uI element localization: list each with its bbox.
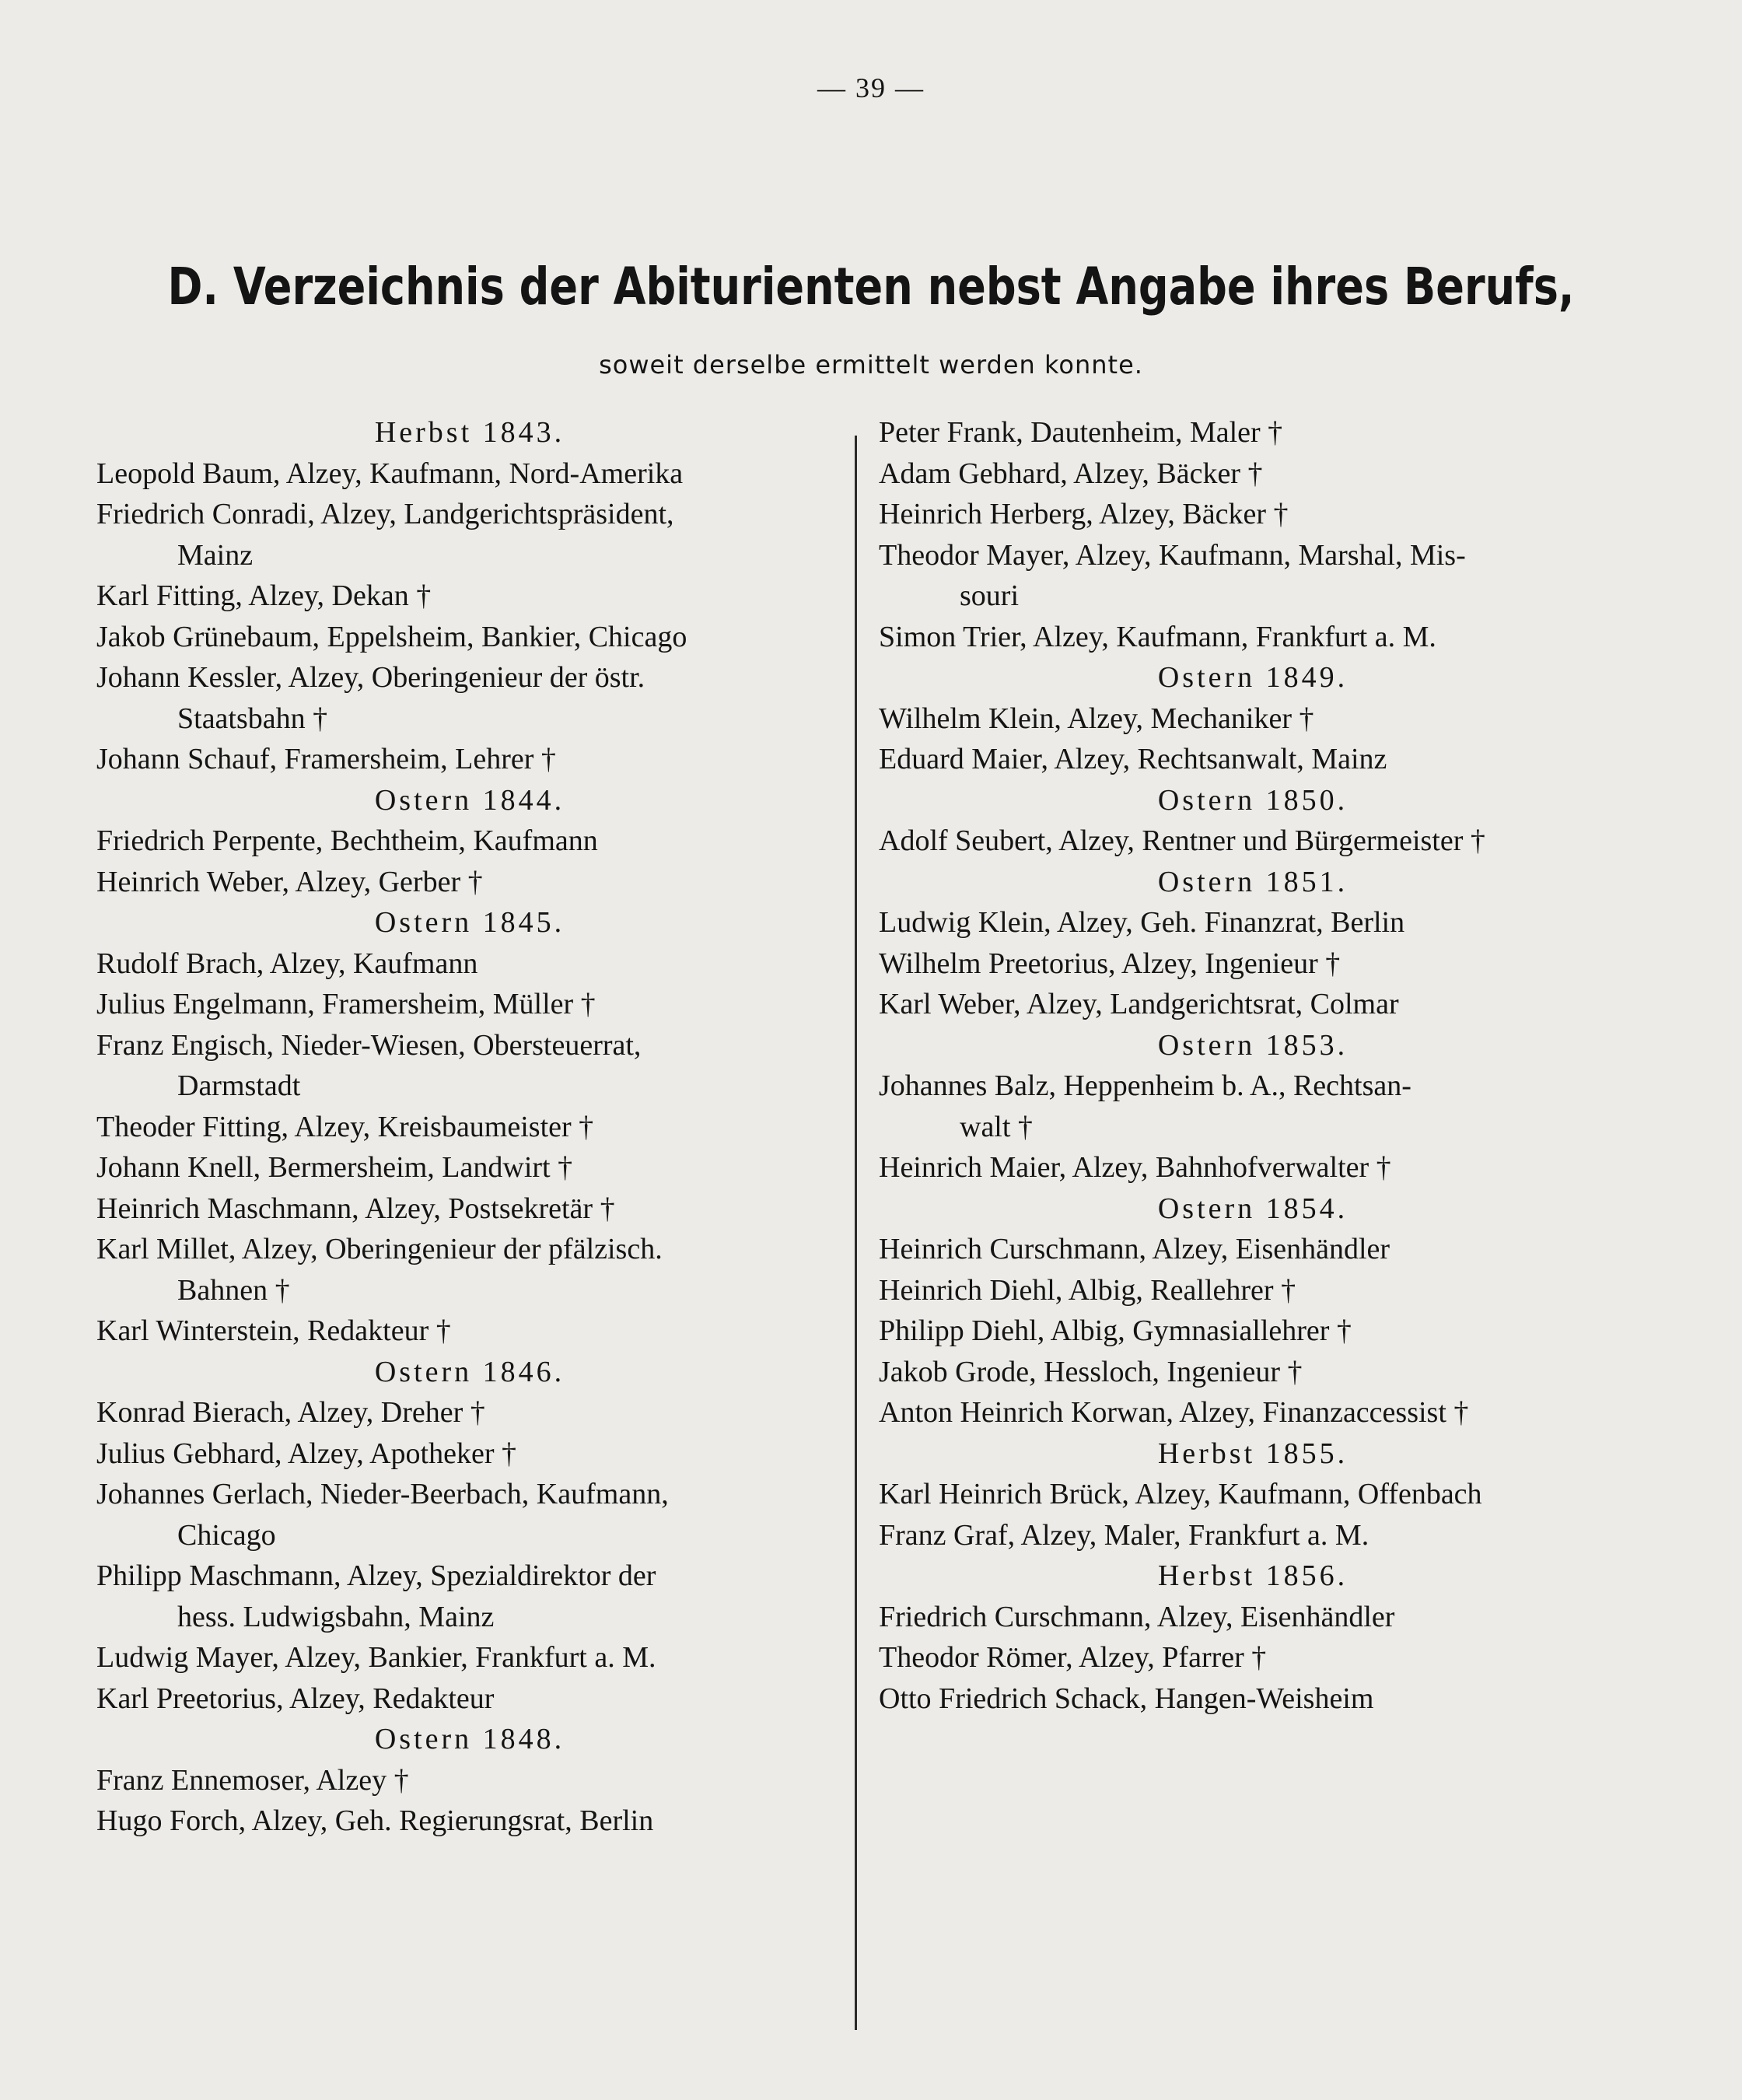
year-section: [96, 1719, 843, 1842]
graduate-entry: [96, 1474, 843, 1556]
graduate-entry: [879, 1637, 1627, 1678]
entry-line: Otto Friedrich Schack, Hangen-Weisheim: [879, 1682, 1374, 1715]
entry-line: Karl Millet, Alzey, Oberingenieur der pfälzisch.: [96, 1233, 663, 1265]
entry-line: Karl Preetorius, Alzey, Redakteur: [96, 1682, 495, 1715]
graduate-entry: [96, 1188, 843, 1230]
entry-line: Ludwig Mayer, Alzey, Bankier, Frankfurt a. M.: [96, 1641, 656, 1674]
entry-line: Heinrich Maier, Alzey, Bahnhofverwalter †: [879, 1151, 1391, 1184]
graduate-entry: [96, 657, 843, 739]
year-section: [879, 1025, 1627, 1188]
entry-line: Johannes Balz, Heppenheim b. A., Rechtsan-: [879, 1069, 1411, 1102]
entry-line: Johann Kessler, Alzey, Oberingenieur der östr.: [96, 661, 645, 694]
entry-continuation: Darmstadt: [177, 1069, 301, 1102]
entry-continuation: souri: [960, 579, 1019, 612]
entry-line: Jakob Grode, Hessloch, Ingenieur †: [879, 1355, 1303, 1388]
graduate-entry: [96, 1025, 843, 1107]
section-title: Ostern 1845.: [374, 906, 565, 939]
graduate-entry: [879, 1597, 1627, 1638]
entry-line: Theodor Mayer, Alzey, Kaufmann, Marshal, Mis-: [879, 538, 1466, 572]
graduate-entry: [879, 1678, 1627, 1720]
graduate-entry: [96, 1107, 843, 1148]
graduate-entry: [96, 862, 843, 903]
entry-line: Heinrich Weber, Alzey, Gerber †: [96, 865, 483, 898]
entry-line: Heinrich Herberg, Alzey, Bäcker †: [879, 498, 1289, 530]
graduate-entry: [879, 698, 1627, 740]
entry-line: Wilhelm Preetorius, Alzey, Ingenieur †: [879, 947, 1341, 980]
entry-line: Julius Gebhard, Alzey, Apotheker †: [96, 1437, 516, 1470]
page-heading: D. Verzeichnis der Abiturienten nebst Angabe ihres Berufs,: [167, 257, 1575, 317]
graduate-entry: [879, 739, 1627, 780]
entry-line: Friedrich Conradi, Alzey, Landgerichtspräsident,: [96, 498, 674, 530]
section-title: Ostern 1850.: [1157, 783, 1348, 817]
right-column: [879, 412, 1627, 1719]
entry-line: Johannes Gerlach, Nieder-Beerbach, Kaufmann,: [96, 1478, 669, 1510]
year-section: [96, 1352, 843, 1720]
section-title: Ostern 1849.: [1157, 661, 1348, 694]
graduate-entry: [96, 1556, 843, 1637]
graduate-entry: [96, 1229, 843, 1311]
section-title: Herbst 1856.: [1157, 1559, 1348, 1592]
entry-line: Ludwig Klein, Alzey, Geh. Finanzrat, Berlin: [879, 906, 1405, 939]
section-title: Ostern 1846.: [374, 1355, 565, 1388]
year-section: [879, 1556, 1627, 1719]
section-title: Herbst 1855.: [1157, 1437, 1348, 1470]
year-section: [96, 902, 843, 1352]
graduate-entry: [879, 1352, 1627, 1393]
section-title: Herbst 1843.: [374, 416, 565, 449]
entry-line: Julius Engelmann, Framersheim, Müller †: [96, 988, 596, 1020]
graduate-entry: [96, 984, 843, 1025]
graduate-entry: [879, 494, 1627, 535]
entry-continuation: Chicago: [177, 1518, 276, 1552]
graduate-entry: [879, 535, 1627, 617]
entry-line: Karl Weber, Alzey, Landgerichtsrat, Colmar: [879, 988, 1399, 1020]
graduate-entry: [879, 1066, 1627, 1147]
entry-line: Franz Engisch, Nieder-Wiesen, Obersteuerrat,: [96, 1028, 642, 1062]
year-section: [879, 1188, 1627, 1433]
graduate-entry: [879, 412, 1627, 453]
year-section: [879, 1433, 1627, 1556]
year-section: [879, 780, 1627, 862]
graduate-entry: [96, 739, 843, 780]
entry-continuation: Staatsbahn †: [177, 702, 328, 735]
graduate-entry: [879, 1515, 1627, 1556]
section-title: Ostern 1853.: [1157, 1028, 1348, 1062]
entry-line: Franz Ennemoser, Alzey †: [96, 1763, 409, 1797]
entry-line: Jakob Grünebaum, Eppelsheim, Bankier, Chicago: [96, 620, 687, 653]
graduate-entry: [96, 576, 843, 617]
graduate-entry: [96, 1801, 843, 1842]
entry-line: Philipp Diehl, Albig, Gymnasiallehrer †: [879, 1314, 1352, 1347]
graduate-entry: [879, 1229, 1627, 1270]
graduate-entry: [96, 617, 843, 658]
graduate-entry: [879, 821, 1627, 862]
section-title: Ostern 1848.: [374, 1723, 565, 1755]
section-title: Ostern 1854.: [1157, 1192, 1348, 1225]
graduate-entry: [879, 902, 1627, 943]
entry-line: Friedrich Perpente, Bechtheim, Kaufmann: [96, 824, 598, 857]
graduate-entry: [879, 617, 1627, 658]
entry-line: Eduard Maier, Alzey, Rechtsanwalt, Mainz: [879, 743, 1387, 775]
left-column: [96, 412, 843, 1842]
entry-line: Leopold Baum, Alzey, Kaufmann, Nord-Amerika: [96, 457, 684, 490]
graduate-entry: [96, 453, 843, 495]
graduate-entry: [96, 943, 843, 985]
entry-line: Philipp Maschmann, Alzey, Spezialdirektor der: [96, 1559, 656, 1592]
graduate-entry: [96, 821, 843, 862]
graduate-entry: [96, 1433, 843, 1475]
entry-line: Johann Knell, Bermersheim, Landwirt †: [96, 1151, 573, 1184]
year-section: [96, 780, 843, 903]
graduate-entry: [879, 1311, 1627, 1352]
entry-line: Johann Schauf, Framersheim, Lehrer †: [96, 743, 556, 775]
year-section: [879, 412, 1627, 657]
graduate-entry: [879, 1392, 1627, 1433]
entry-line: Anton Heinrich Korwan, Alzey, Finanzaccessist †: [879, 1396, 1469, 1429]
section-title: Ostern 1844.: [374, 783, 565, 817]
entry-line: Karl Winterstein, Redakteur †: [96, 1314, 451, 1347]
entry-line: Heinrich Diehl, Albig, Reallehrer †: [879, 1273, 1296, 1307]
entry-line: Simon Trier, Alzey, Kaufmann, Frankfurt a. M.: [879, 620, 1436, 653]
graduate-entry: [879, 1147, 1627, 1188]
graduate-entry: [879, 984, 1627, 1025]
entry-line: Wilhelm Klein, Alzey, Mechaniker †: [879, 702, 1314, 735]
entry-line: Adolf Seubert, Alzey, Rentner und Bürgermeister †: [879, 824, 1485, 857]
year-section: [879, 657, 1627, 780]
graduate-entry: [879, 1474, 1627, 1515]
graduate-entry: [96, 1678, 843, 1720]
entry-line: Karl Heinrich Brück, Alzey, Kaufmann, Offenbach: [879, 1478, 1482, 1510]
graduate-entry: [96, 1637, 843, 1678]
graduate-entry: [96, 1392, 843, 1433]
graduate-entry: [96, 1760, 843, 1801]
entry-line: Heinrich Maschmann, Alzey, Postsekretär †: [96, 1192, 615, 1225]
page-number: — 39 —: [817, 72, 925, 103]
graduate-entry: [96, 494, 843, 576]
graduate-entry: [879, 1270, 1627, 1311]
graduate-entry: [96, 1311, 843, 1352]
entry-continuation: hess. Ludwigsbahn, Mainz: [177, 1600, 495, 1633]
graduate-entry: [96, 1147, 843, 1188]
graduate-entry: [879, 453, 1627, 495]
entry-line: Friedrich Curschmann, Alzey, Eisenhändler: [879, 1600, 1395, 1633]
page-subheading: soweit derselbe ermittelt werden konnte.: [599, 350, 1143, 380]
entry-continuation: Bahnen †: [177, 1273, 290, 1307]
entry-line: Franz Graf, Alzey, Maler, Frankfurt a. M.: [879, 1518, 1369, 1552]
graduate-entry: [879, 943, 1627, 985]
column-divider: [855, 436, 857, 2030]
entry-line: Adam Gebhard, Alzey, Bäcker †: [879, 457, 1263, 490]
entry-line: Hugo Forch, Alzey, Geh. Regierungsrat, Berlin: [96, 1804, 654, 1837]
entry-line: Konrad Bierach, Alzey, Dreher †: [96, 1396, 485, 1429]
section-title: Ostern 1851.: [1157, 865, 1348, 898]
year-section: [879, 862, 1627, 1025]
entry-continuation: Mainz: [177, 538, 254, 572]
entry-line: Karl Fitting, Alzey, Dekan †: [96, 579, 432, 612]
entry-line: Theoder Fitting, Alzey, Kreisbaumeister †: [96, 1110, 594, 1143]
entry-continuation: walt †: [960, 1110, 1033, 1143]
entry-line: Theodor Römer, Alzey, Pfarrer †: [879, 1641, 1267, 1674]
entry-line: Rudolf Brach, Alzey, Kaufmann: [96, 947, 478, 980]
entry-line: Heinrich Curschmann, Alzey, Eisenhändler: [879, 1233, 1390, 1265]
entry-line: Peter Frank, Dautenheim, Maler †: [879, 416, 1283, 449]
year-section: [96, 412, 843, 780]
